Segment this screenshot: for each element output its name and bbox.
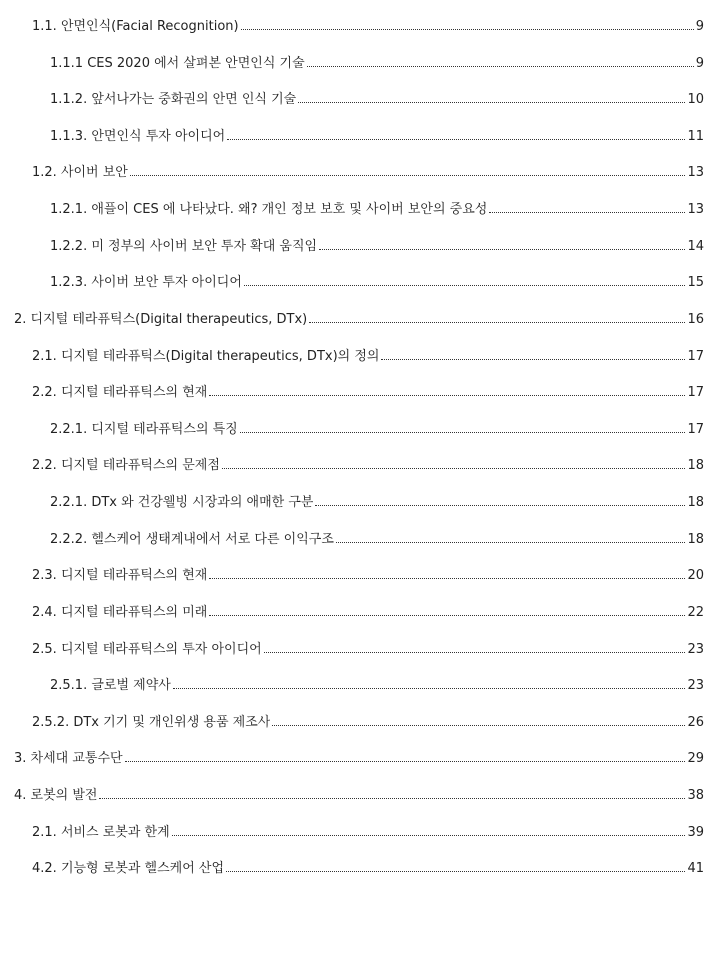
toc-entry-title: 2.2.1. DTx 와 건강웰빙 시장과의 애매한 구분 <box>50 495 314 511</box>
toc-entry-title: 1.1.2. 앞서나가는 중화권의 안면 인식 기술 <box>50 92 297 108</box>
toc-entry-page-number: 11 <box>687 128 704 144</box>
toc-entry[interactable] <box>0 563 704 583</box>
toc-entry-title: 2.5. 디지털 테라퓨틱스의 투자 아이디어 <box>32 641 262 657</box>
toc-entry-page-number: 17 <box>687 385 704 401</box>
toc-entry[interactable] <box>0 527 704 547</box>
dot-leader <box>172 835 686 836</box>
toc-entry-page-number: 18 <box>687 531 704 547</box>
toc-entry-title: 2.1. 디지털 테라퓨틱스(Digital therapeutics, DTx)의 정의 <box>32 348 380 364</box>
toc-entry-page-number: 39 <box>687 824 704 840</box>
dot-leader <box>298 102 685 103</box>
toc-entry[interactable] <box>0 234 704 254</box>
toc-entry[interactable] <box>0 197 704 217</box>
dot-leader <box>315 505 685 506</box>
toc-entry[interactable] <box>0 380 704 400</box>
dot-leader <box>227 139 685 140</box>
toc-entry[interactable] <box>0 87 704 107</box>
toc-entry-page-number: 17 <box>687 421 704 437</box>
dot-leader <box>307 66 694 67</box>
toc-entry-title: 2.2.2. 헬스케어 생태계내에서 서로 다른 이익구조 <box>50 531 334 547</box>
toc-entry-page-number: 20 <box>687 568 704 584</box>
toc-entry-page-number: 9 <box>695 19 704 34</box>
toc-entry[interactable] <box>0 856 704 876</box>
toc-entry-title: 1.2.1. 애플이 CES 에 나타났다. 왜? 개인 정보 보호 및 사이버 보안의 중요성 <box>50 202 488 218</box>
toc-entry[interactable] <box>0 344 704 364</box>
toc-entry[interactable] <box>0 820 704 840</box>
dot-leader <box>240 432 686 433</box>
toc-entry[interactable] <box>0 637 704 657</box>
toc-entry-title: 2.5.1. 글로벌 제약사 <box>50 678 171 694</box>
toc-entry[interactable] <box>0 51 704 71</box>
toc-entry-title: 4. 로봇의 발전 <box>14 788 98 804</box>
toc-entry-page-number: 22 <box>687 604 704 620</box>
toc-entry[interactable] <box>0 600 704 620</box>
dot-leader <box>130 175 686 176</box>
dot-leader <box>319 249 685 250</box>
dot-leader <box>381 359 685 360</box>
dot-leader <box>209 578 685 579</box>
dot-leader <box>125 761 686 762</box>
toc-entry-title: 2.2.1. 디지털 테라퓨틱스의 특징 <box>50 421 238 437</box>
toc-entry-title: 2. 디지털 테라퓨틱스(Digital therapeutics, DTx) <box>14 311 308 327</box>
toc-entry[interactable] <box>0 124 704 144</box>
toc-entry-title: 1.1. 안면인식(Facial Recognition) <box>32 19 239 34</box>
toc-entry-title: 2.1. 서비스 로봇과 한계 <box>32 824 170 840</box>
dot-leader <box>244 285 686 286</box>
dot-leader <box>309 322 685 323</box>
toc-entry-page-number: 16 <box>687 311 704 327</box>
toc-entry-title: 1.2.2. 미 정부의 사이버 보안 투자 확대 움직임 <box>50 238 318 254</box>
toc-entry-title: 2.2. 디지털 테라퓨틱스의 문제점 <box>32 458 220 474</box>
toc-entry-page-number: 14 <box>687 238 704 254</box>
dot-leader <box>222 468 686 469</box>
toc-entry-page-number: 38 <box>687 788 704 804</box>
toc-entry-title: 1.2.3. 사이버 보안 투자 아이디어 <box>50 275 242 291</box>
toc-entry[interactable] <box>0 270 704 290</box>
toc-entry[interactable] <box>0 490 704 510</box>
dot-leader <box>336 542 686 543</box>
toc-entry-title: 1.2. 사이버 보안 <box>32 165 128 181</box>
toc-entry-page-number: 18 <box>687 495 704 511</box>
dot-leader <box>272 725 685 726</box>
dot-leader <box>209 395 685 396</box>
toc-entry[interactable] <box>0 417 704 437</box>
toc-entry-page-number: 23 <box>687 641 704 657</box>
toc-entry-page-number: 10 <box>687 92 704 108</box>
toc-entry[interactable] <box>0 307 704 327</box>
toc-entry-page-number: 26 <box>687 714 704 730</box>
toc-entry-page-number: 9 <box>695 55 704 71</box>
toc-entry[interactable] <box>0 453 704 473</box>
toc-entry-title: 4.2. 기능형 로봇과 헬스케어 산업 <box>32 861 225 877</box>
toc-entry-title: 1.1.3. 안면인식 투자 아이디어 <box>50 128 226 144</box>
dot-leader <box>99 798 685 799</box>
dot-leader <box>489 212 685 213</box>
toc-entry-page-number: 18 <box>687 458 704 474</box>
toc-entry[interactable] <box>0 783 704 803</box>
dot-leader <box>241 29 694 30</box>
toc-entry[interactable] <box>0 14 704 34</box>
dot-leader <box>264 652 686 653</box>
toc-entry-title: 1.1.1 CES 2020 에서 살펴본 안면인식 기술 <box>50 55 305 71</box>
dot-leader <box>173 688 686 689</box>
dot-leader <box>226 871 685 872</box>
toc-entry[interactable] <box>0 710 704 730</box>
toc-entry[interactable] <box>0 673 704 693</box>
dot-leader <box>209 615 685 616</box>
toc-entry-page-number: 13 <box>687 202 704 218</box>
toc-entry-title: 2.4. 디지털 테라퓨틱스의 미래 <box>32 604 208 620</box>
toc-entry-page-number: 41 <box>687 861 704 877</box>
toc-entry-page-number: 23 <box>687 678 704 694</box>
toc-entry-title: 2.2. 디지털 테라퓨틱스의 현재 <box>32 385 208 401</box>
toc-entry[interactable] <box>0 160 704 180</box>
toc-entry-page-number: 15 <box>687 275 704 291</box>
toc-entry-page-number: 29 <box>687 751 704 767</box>
toc-entry[interactable] <box>0 746 704 766</box>
toc-entry-title: 3. 차세대 교통수단 <box>14 751 123 767</box>
toc-entry-title: 2.3. 디지털 테라퓨틱스의 현재 <box>32 568 208 584</box>
toc-entry-page-number: 13 <box>687 165 704 181</box>
toc-entry-title: 2.5.2. DTx 기기 및 개인위생 용품 제조사 <box>32 714 271 730</box>
toc-entry-page-number: 17 <box>687 348 704 364</box>
